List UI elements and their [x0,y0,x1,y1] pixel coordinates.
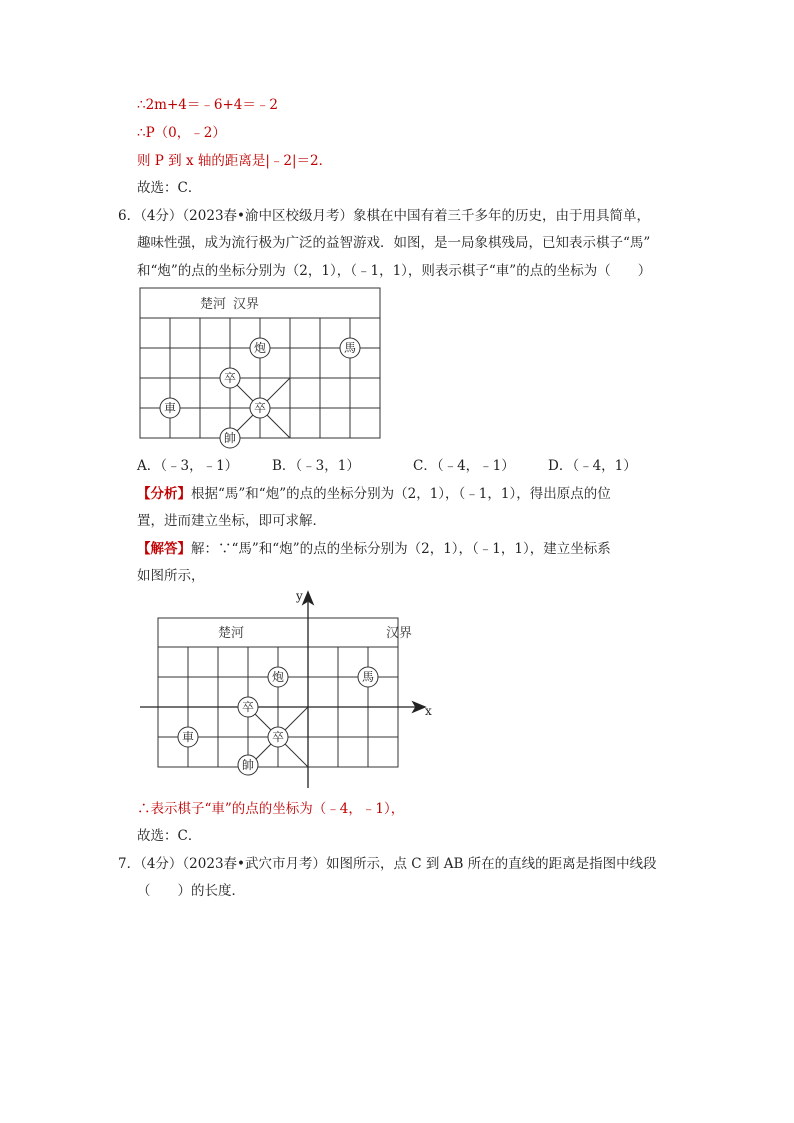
river-box [140,288,380,318]
river-label-left: 楚河 [200,297,227,312]
river-label-right: 汉界 [233,297,260,312]
piece-ma-label: 馬 [361,670,375,684]
piece-pao-label: 炮 [253,341,267,355]
solution-text-1: 解：∵“馬”和“炮”的点的坐标分别为（2，1），（﹣1，1），建立坐标系 [191,541,611,557]
prev-line-3: 则 P 到 x 轴的距离是|﹣2|＝2． [137,153,333,169]
q6-analysis-line-1 [137,485,611,503]
piece-shuai-label: 帥 [241,758,255,772]
piece-pao-label: 炮 [271,670,285,684]
q6-stem-2: 趣味性强，成为流行极为广泛的益智游戏．如图，是一局象棋残局，已知表示棋子“馬” [137,235,651,251]
analysis-text-1: 根据“馬”和“炮”的点的坐标分别为（2，1），（﹣1，1），得出原点的位 [191,486,611,502]
solution-tag: 【解答】 [137,541,191,557]
chess-board-figure-2 [135,588,445,798]
q6-option-a: A．（﹣3，﹣1） [137,458,239,474]
chess-board-figure-1 [130,280,390,450]
q6-stem-3: 和“炮”的点的坐标分别为（2，1），（﹣1，1），则表示棋子“車”的点的坐标为（ ） [137,263,652,279]
q7-stem-1: 7．（4分）（2023春•武穴市月考）如图所示，点 C 到 AB 所在的直线的距离是指图中线段 [118,856,657,872]
piece-che-label: 車 [163,401,177,415]
q6-answer: 故选：C． [137,828,202,844]
prev-line-1: ∴2m+4＝﹣6+4＝﹣2 [137,97,278,113]
piece-ma-label: 馬 [343,341,357,355]
river-box [158,618,398,647]
analysis-tag: 【分析】 [137,486,191,502]
prev-answer: 故选：C． [137,180,202,196]
river-label-left: 楚河 [218,626,245,641]
y-axis-label: y [296,589,303,603]
q6-option-c: C．（﹣4，﹣1） [413,458,515,474]
q6-solution-line-1 [137,540,611,558]
piece-zu-1-label: 卒 [241,700,255,714]
x-axis-label: x [425,704,432,718]
piece-zu-2-label: 卒 [271,730,285,744]
q6-option-d: D．（﹣4，1） [548,458,637,474]
q7-stem-2: （ ）的长度． [137,883,245,899]
piece-shuai-label: 帥 [223,431,237,445]
prev-line-2: ∴P（0，﹣2） [137,125,226,141]
q6-stem-1: 6．（4分）（2023春•渝中区校级月考）象棋在中国有着三千多年的历史，由于用具简单， [118,208,650,224]
q6-solution-line-2: 如图所示， [137,568,205,584]
q6-analysis-line-2: 置，进而建立坐标，即可求解． [137,513,326,529]
piece-che-label: 車 [181,730,195,744]
q6-conclusion: ∴表示棋子“車”的点的坐标为（﹣4，﹣1）， [137,801,405,817]
piece-zu-1-label: 卒 [223,371,237,385]
piece-zu-2-label: 卒 [253,401,267,415]
river-label-right: 汉界 [386,626,413,641]
q6-option-b: B．（﹣3，1） [272,458,360,474]
